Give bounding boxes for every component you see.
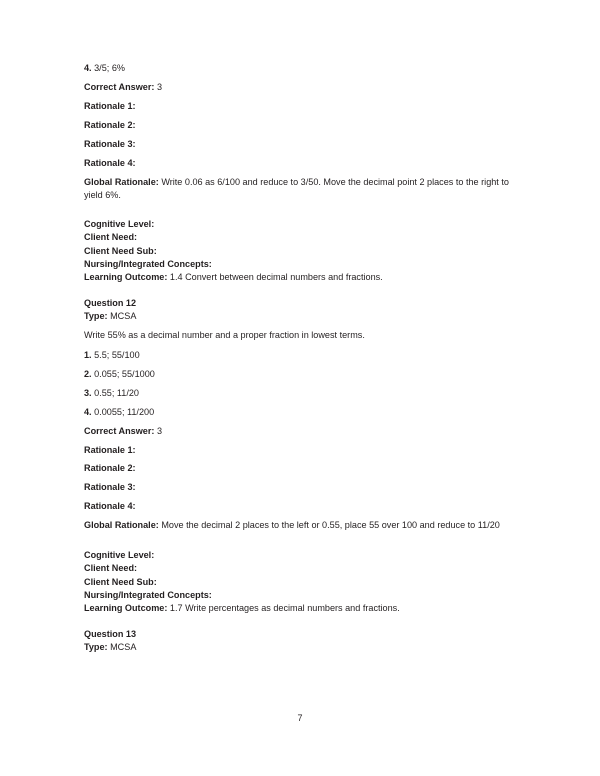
option-text: 5.5; 55/100 [94,349,140,360]
rationale-4-label: Rationale 4: [84,501,136,512]
nursing-concepts-field [84,589,524,602]
rationale-4-field [84,157,524,170]
global-rationale-value: Move the decimal 2 places to the left or 0.55, place 55 over 100 and reduce to 11/20 [161,520,500,531]
rationale-1-label: Rationale 1: [84,444,136,455]
question-13-heading: Question 13 [84,629,137,640]
question-12-rationale-2-field [84,462,524,475]
option-text: 0.0055; 11/200 [94,406,155,417]
nursing-concepts-label: Nursing/Integrated Concepts: [84,258,212,269]
answer-option [84,62,524,75]
cognitive-level-field [84,218,524,231]
correct-answer-label: Correct Answer: [84,81,155,92]
question-12-rationale-4-field [84,500,524,513]
learning-outcome-label: Learning Outcome: [84,272,168,283]
question-12-correct-answer-field [84,425,524,438]
question-12-option-3 [84,387,524,400]
rationale-3-label: Rationale 3: [84,482,136,493]
cognitive-level-label: Cognitive Level: [84,219,155,230]
correct-answer-value: 3 [156,425,163,436]
rationale-3-field [84,138,524,151]
nursing-concepts-field [84,258,524,271]
nursing-concepts-label: Nursing/Integrated Concepts: [84,589,212,600]
global-rationale-value: Write 0.06 as 6/100 and reduce to 3/50. Move the decimal point 2 places to the right to yield 6%. [84,176,509,200]
question-12-rationale-1-field [84,444,524,457]
correct-answer-value: 3 [156,81,163,92]
question-12-type-label: Type: [84,310,108,321]
page-content [84,62,524,660]
option-number: 3. [84,387,92,398]
rationale-3-label: Rationale 3: [84,138,136,149]
rationale-2-label: Rationale 2: [84,119,136,130]
question-13-type-field [84,641,524,654]
page-number: 7 [297,713,303,723]
page-footer [0,712,600,724]
client-need-label: Client Need: [84,232,138,243]
option-number: 4. [84,406,92,417]
client-need-field [84,562,524,575]
question-13-type-value: MCSA [110,641,137,652]
rationale-2-field [84,119,524,132]
correct-answer-field [84,81,524,94]
option-text: 0.055; 55/1000 [94,368,155,379]
question-12-stem: Write 55% as a decimal number and a proper fraction in lowest terms. [84,329,365,340]
spacer [84,284,524,297]
global-rationale-field [84,176,524,201]
client-need-sub-label: Client Need Sub: [84,576,157,587]
option-number: 2. [84,368,92,379]
learning-outcome-field [84,602,524,615]
client-need-field [84,231,524,244]
question-12-type-value: MCSA [110,310,137,321]
question-12-option-1 [84,349,524,362]
option-text: 3/5; 6% [94,63,125,73]
question-12-rationale-3-field [84,481,524,494]
question-12-heading: Question 12 [84,298,137,309]
spacer [84,615,524,628]
rationale-4-label: Rationale 4: [84,157,136,168]
learning-outcome-label: Learning Outcome: [84,602,168,613]
spacer [84,208,524,218]
client-need-sub-label: Client Need Sub: [84,245,157,256]
cognitive-level-field [84,549,524,562]
global-rationale-label: Global Rationale: [84,520,159,531]
cognitive-level-label: Cognitive Level: [84,550,155,561]
rationale-1-label: Rationale 1: [84,100,136,111]
spacer [84,539,524,549]
client-need-sub-field [84,576,524,589]
question-13-type-label: Type: [84,641,108,652]
question-12-type-field [84,310,524,323]
option-text: 0.55; 11/20 [94,387,139,398]
correct-answer-label: Correct Answer: [84,425,155,436]
rationale-1-field [84,100,524,113]
rationale-2-label: Rationale 2: [84,463,136,474]
client-need-sub-field [84,245,524,258]
client-need-label: Client Need: [84,563,138,574]
question-12-option-4 [84,406,524,419]
learning-outcome-value: 1.7 Write percentages as decimal numbers and fractions. [169,602,400,613]
question-12-global-rationale-field [84,519,524,532]
learning-outcome-field [84,271,524,284]
learning-outcome-value: 1.4 Convert between decimal numbers and fractions. [169,272,383,283]
global-rationale-label: Global Rationale: [84,176,159,187]
option-number: 4. [84,63,92,73]
question-12-option-2 [84,368,524,381]
option-number: 1. [84,349,92,360]
